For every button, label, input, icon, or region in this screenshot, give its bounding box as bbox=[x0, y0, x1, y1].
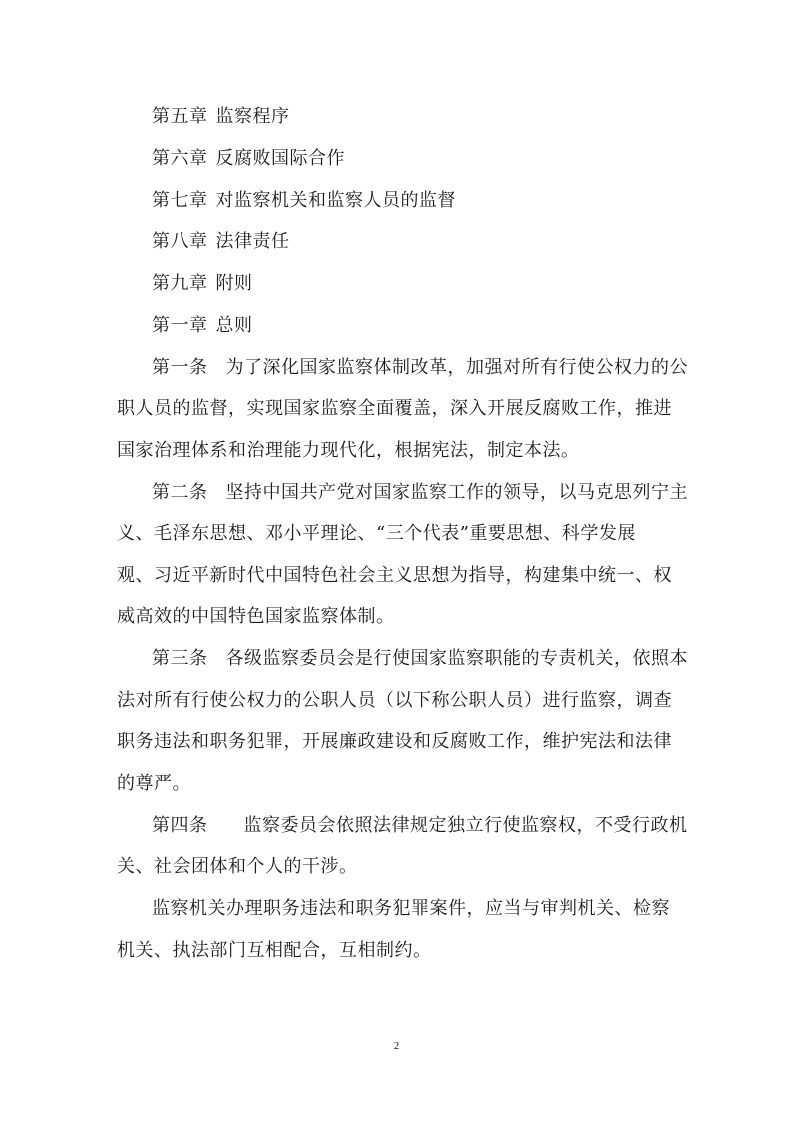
page-number: 2 bbox=[393, 1040, 400, 1052]
article-2-line-4: 威高效的中国特色国家监察体制。 bbox=[117, 606, 395, 627]
toc-item-chapter-8 bbox=[152, 231, 290, 253]
chapter-1-heading bbox=[152, 315, 253, 337]
article-4-para2-line-2: 机关、执法部门互相配合，互相制约。 bbox=[117, 940, 432, 961]
toc-item-chapter-6 bbox=[152, 148, 345, 170]
article-3-line-1: 第三条 各级监察委员会是行使国家监察职能的专责机关，依照本 bbox=[152, 648, 688, 669]
article-1-line-3: 国家治理体系和治理能力现代化，根据宪法，制定本法。 bbox=[117, 440, 580, 461]
article-2-line-2: 义、毛泽东思想、邓小平理论、“三个代表”重要思想、科学发展 bbox=[117, 523, 636, 544]
toc-item-chapter-9 bbox=[152, 273, 253, 295]
chapter-number: 第七章 bbox=[152, 190, 208, 211]
chapter-title: 反腐败国际合作 bbox=[215, 148, 345, 169]
article-3-line-4: 的尊严。 bbox=[117, 773, 191, 794]
article-2-line-3: 观、习近平新时代中国特色社会主义思想为指导，构建集中统一、权 bbox=[117, 565, 672, 586]
chapter-title: 对监察机关和监察人员的监督 bbox=[215, 190, 456, 211]
article-3-line-2: 法对所有行使公权力的公职人员（以下称公职人员）进行监察，调查 bbox=[117, 690, 672, 711]
article-1-line-2: 职人员的监督，实现国家监察全面覆盖，深入开展反腐败工作，推进 bbox=[117, 398, 672, 419]
chapter-number: 第八章 bbox=[152, 231, 208, 252]
toc-item-chapter-5 bbox=[152, 106, 290, 128]
article-4-para2-line-1: 监察机关办理职务违法和职务犯罪案件，应当与审判机关、检察 bbox=[152, 898, 670, 919]
chapter-number: 第九章 bbox=[152, 273, 208, 294]
article-3-line-3: 职务违法和职务犯罪，开展廉政建设和反腐败工作，维护宪法和法律 bbox=[117, 731, 672, 752]
article-4-label: 第四条 bbox=[152, 815, 208, 836]
chapter-number: 第一章 bbox=[152, 315, 208, 336]
chapter-title: 附则 bbox=[215, 273, 253, 294]
toc-item-chapter-7 bbox=[152, 190, 456, 212]
article-4-line-1: 第四条 监察委员会依照法律规定独立行使监察权，不受行政机 bbox=[152, 815, 688, 836]
chapter-title: 总则 bbox=[215, 315, 253, 336]
article-1-label: 第一条 bbox=[152, 357, 208, 378]
chapter-title: 监察程序 bbox=[215, 106, 290, 127]
article-1-line-1: 第一条 为了深化国家监察体制改革，加强对所有行使公权力的公 bbox=[152, 357, 688, 378]
article-4-line-2: 关、社会团体和个人的干涉。 bbox=[117, 856, 358, 877]
chapter-number: 第五章 bbox=[152, 106, 208, 127]
article-2-line-1: 第二条 坚持中国共产党对国家监察工作的领导，以马克思列宁主 bbox=[152, 482, 688, 503]
article-3-label: 第三条 bbox=[152, 648, 208, 669]
chapter-title: 法律责任 bbox=[215, 231, 290, 252]
chapter-number: 第六章 bbox=[152, 148, 208, 169]
article-2-label: 第二条 bbox=[152, 482, 208, 503]
